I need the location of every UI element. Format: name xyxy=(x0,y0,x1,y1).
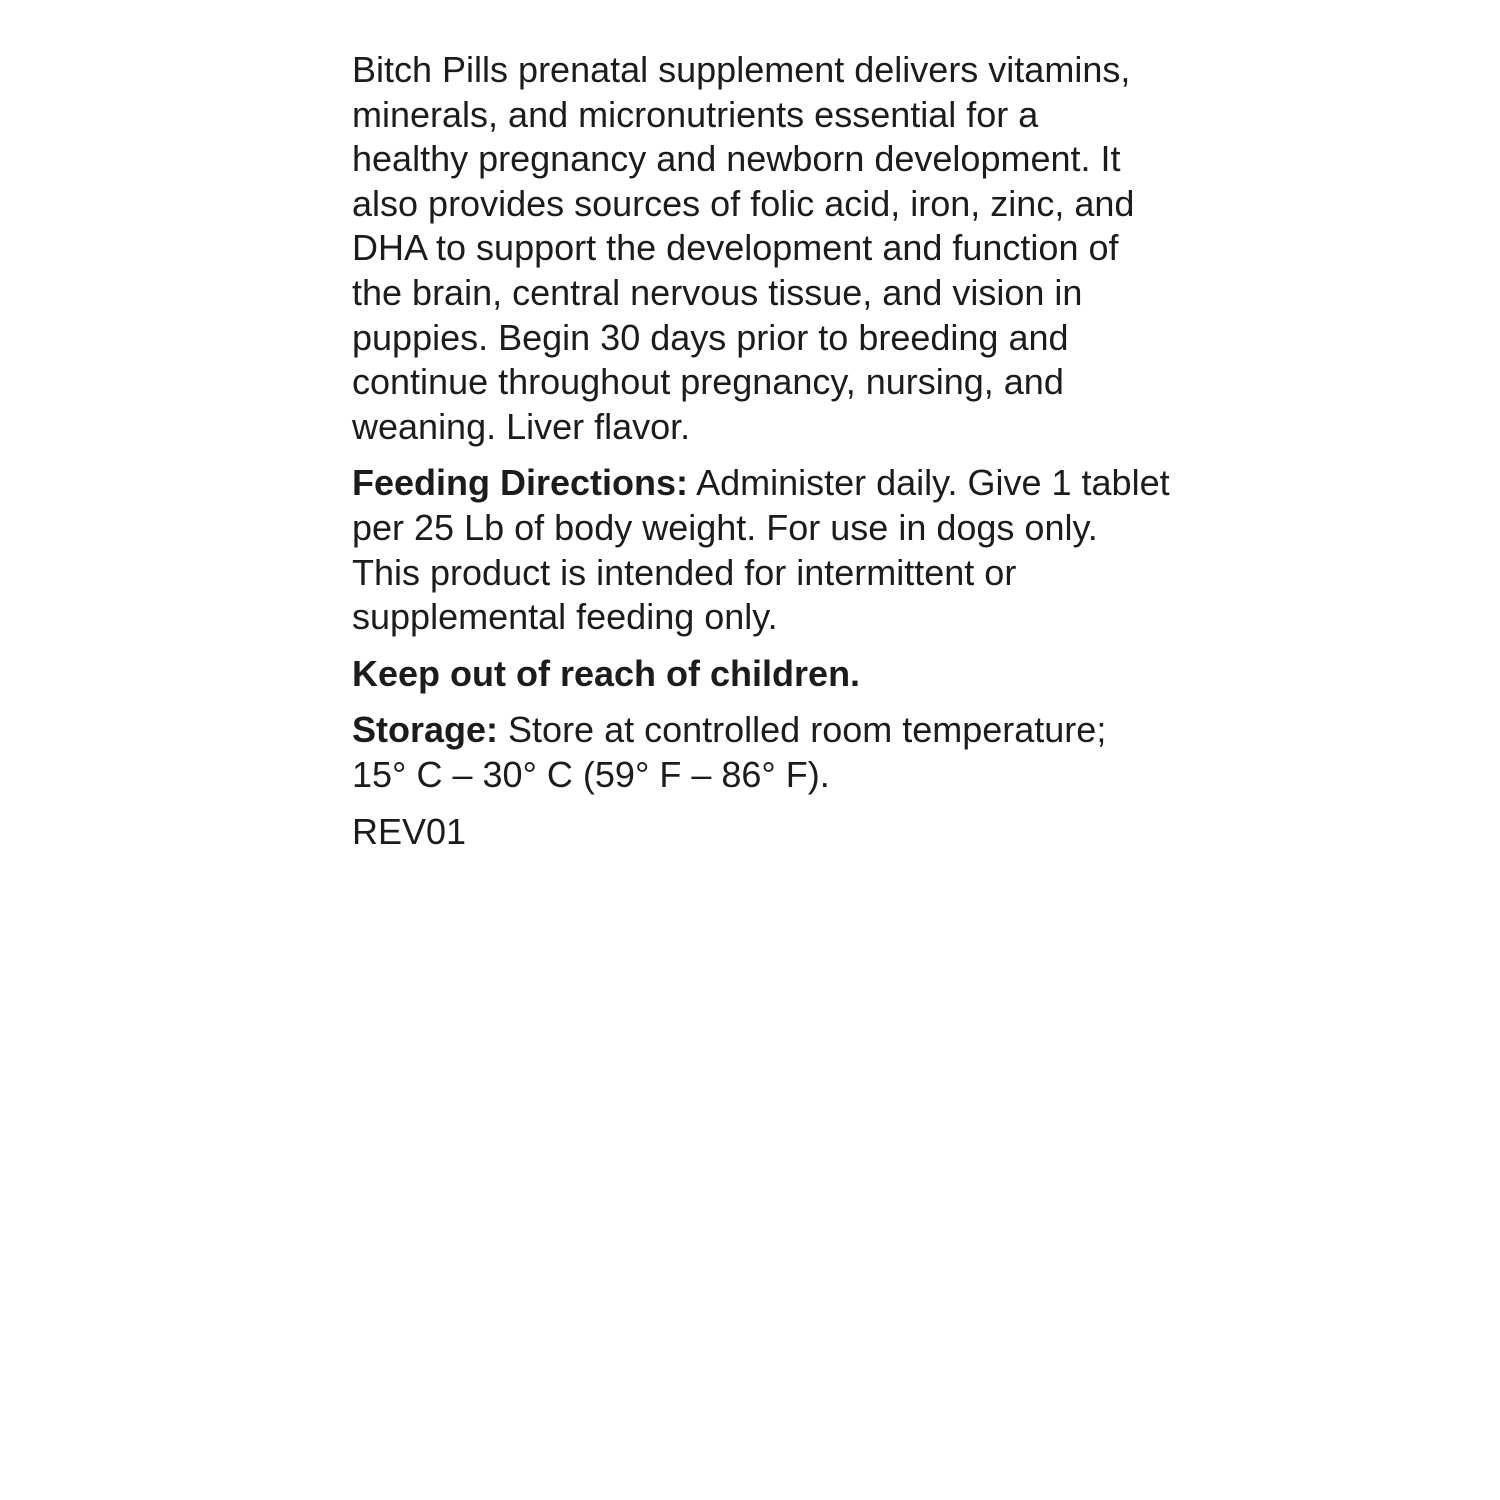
warning-text: Keep out of reach of children. xyxy=(352,652,861,694)
feeding-directions-line xyxy=(352,461,1170,506)
description-line: healthy pregnancy and newborn development. It xyxy=(352,138,1121,180)
description-paragraph xyxy=(352,48,1152,449)
feeding-directions-line: This product is intended for intermittent or xyxy=(352,551,1017,593)
feeding-directions-line: supplemental feeding only. xyxy=(352,596,778,638)
storage-line: 15° C – 30° C (59° F – 86° F). xyxy=(352,753,830,795)
description-line: DHA to support the development and function of xyxy=(352,227,1119,269)
feeding-directions-paragraph xyxy=(352,461,1170,639)
description-line: continue throughout pregnancy, nursing, and xyxy=(352,361,1064,403)
feeding-directions-text: Administer daily. Give 1 tablet xyxy=(688,462,1170,504)
feeding-directions-heading: Feeding Directions: xyxy=(352,462,689,504)
storage-line xyxy=(352,708,1152,753)
product-label-text xyxy=(352,48,1170,866)
description-line: puppies. Begin 30 days prior to breeding and xyxy=(352,316,1069,358)
storage-text: Store at controlled room temperature; xyxy=(498,709,1107,751)
description-line: minerals, and micronutrients essential for a xyxy=(352,93,1039,135)
storage-heading: Storage: xyxy=(352,709,499,751)
description-line: weaning. Liver flavor. xyxy=(352,405,691,447)
feeding-directions-line: per 25 Lb of body weight. For use in dogs only. xyxy=(352,506,1098,548)
description-line: also provides sources of folic acid, iron, zinc, and xyxy=(352,182,1135,224)
description-line: the brain, central nervous tissue, and vision in xyxy=(352,271,1083,313)
storage-paragraph xyxy=(352,708,1152,797)
description-line: Bitch Pills prenatal supplement delivers vitamins, xyxy=(352,49,1131,90)
revision-code: REV01 xyxy=(352,810,467,852)
